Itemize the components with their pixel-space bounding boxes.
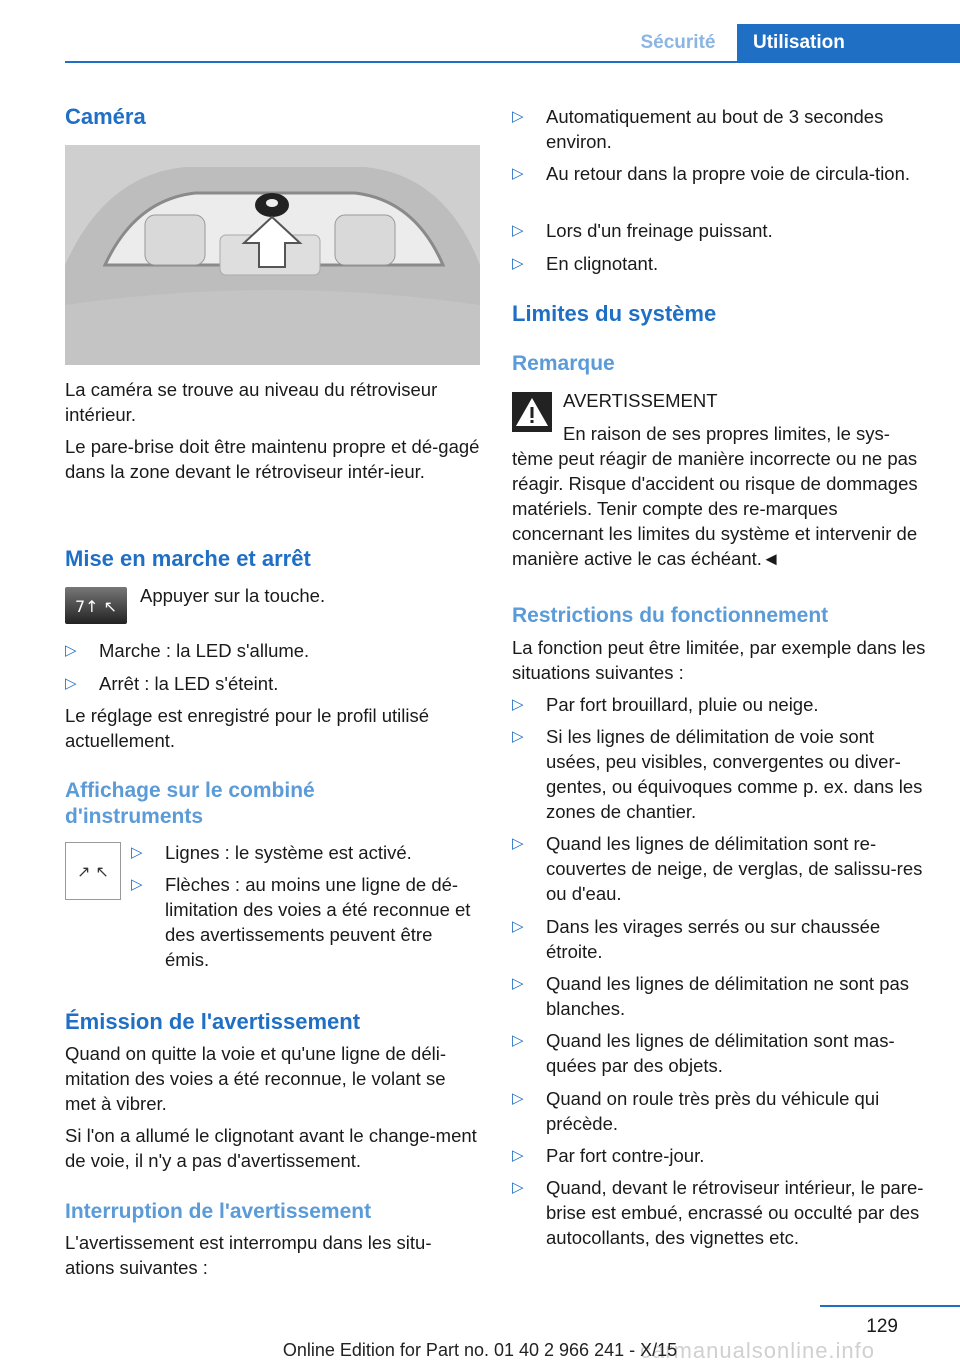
onoff-paragraph: Le réglage est enregistré pour le profil utilisé actuellement.: [65, 705, 430, 751]
warning-title: Émission de l'avertissement: [65, 1009, 361, 1034]
list-item: ▷ Dans les virages serrés ou sur chaussée étroite.: [512, 916, 881, 962]
list-item: ▷ Quand les lignes de délimitation sont re-couvertes de neige, de verglas, de salissu-res ou d'eau.: [512, 833, 923, 904]
camera-title: Caméra: [65, 104, 146, 129]
display-title: Affichage sur le combiné d'instruments: [65, 779, 315, 828]
warning-triangle-icon: [512, 392, 552, 432]
list-item: ▷ Lors d'un freinage puissant.: [512, 220, 773, 241]
tab-usage: Utilisation: [737, 24, 960, 61]
watermark: carmanualsonline.info: [640, 1338, 876, 1363]
warning-paragraph-1: Quand on quitte la voie et qu'une ligne de déli-mitation des voies a été reconnue, le volant se met à vibrer.: [65, 1043, 447, 1114]
list-item: ▷ Arrêt : la LED s'éteint.: [65, 673, 279, 694]
svg-text:7↑ ↖: 7↑ ↖: [74, 597, 118, 616]
list-item: ▷ Automatiquement au bout de 3 secondes environ.: [512, 106, 884, 152]
onoff-press: Appuyer sur la touche.: [140, 585, 326, 606]
header-rule: [65, 61, 960, 63]
remark-title: Remarque: [512, 352, 615, 375]
list-item: ▷ Quand, devant le rétroviseur intérieur, le pare-brise est embué, encrassé ou occulté par des autocollants, des vignettes etc.: [512, 1177, 924, 1248]
page-number: 129: [866, 1316, 898, 1337]
edition-line: Online Edition for Part no. 01 40 2 966 241 - X/15: [282, 1340, 678, 1360]
svg-text:↗ ↖: ↗ ↖: [77, 862, 109, 881]
interrupt-paragraph: L'avertissement est interrompu dans les situ-ations suivantes :: [65, 1232, 432, 1278]
list-item: ▷ En clignotant.: [512, 253, 659, 274]
interrupt-title: Interruption de l'avertissement: [65, 1200, 372, 1223]
restrict-title: Restrictions du fonctionnement: [512, 604, 829, 627]
restrict-paragraph: La fonction peut être limitée, par exemple dans les situations suivantes :: [512, 637, 926, 683]
instrument-cluster-icon: [65, 842, 121, 900]
list-item: ▷ Quand les lignes de délimitation ne sont pas blanches.: [512, 973, 910, 1019]
list-item: ▷ Marche : la LED s'allume.: [65, 640, 310, 661]
list-item: ▷ Par fort brouillard, pluie ou neige.: [512, 694, 819, 715]
tab-security: Sécurité: [620, 24, 736, 61]
warning-paragraph-2: Si l'on a allumé le clignotant avant le change-ment de voie, il n'y a pas d'avertissement.: [65, 1125, 477, 1171]
list-item: ▷ Quand les lignes de délimitation sont mas-quées par des objets.: [512, 1030, 895, 1076]
list-item: ▷ Au retour dans la propre voie de circula-tion.: [512, 163, 911, 184]
list-item: ▷ Par fort contre-jour.: [512, 1145, 705, 1166]
list-item: ▷ Si les lignes de délimitation de voie sont usées, peu visibles, convergentes ou diver-gentes, ou équivoques comme p. ex. dans les zones de chantier.: [512, 726, 923, 822]
warning-label: AVERTISSEMENT: [563, 390, 718, 411]
limits-title: Limites du système: [512, 301, 717, 326]
lane-button-icon: [65, 587, 127, 624]
camera-location-photo: [65, 145, 480, 365]
camera-paragraph-1: La caméra se trouve au niveau du rétroviseur intérieur.: [65, 379, 438, 425]
footer-rule: [820, 1305, 960, 1307]
list-item: ▷ Flèches : au moins une ligne de dé-limitation des voies a été reconnue et des avertissements peuvent être émis.: [131, 874, 471, 970]
camera-paragraph-2: Le pare-brise doit être maintenu propre et dé-gagé dans la zone devant le rétroviseur intér-ieur.: [65, 436, 480, 482]
list-item: ▷ Lignes : le système est activé.: [131, 842, 412, 863]
warning-text-first: En raison de ses propres limites, le sys-: [563, 423, 890, 444]
onoff-title: Mise en marche et arrêt: [65, 546, 311, 571]
list-item: ▷ Quand on roule très près du véhicule qui précède.: [512, 1088, 880, 1134]
rear-window-illustration: [65, 145, 480, 365]
warning-text-rest: tème peut réagir de manière incorrecte ou ne pas réagir. Risque d'accident ou risque de dommages matériels. Tenir compte des re-marques concernant les limites du système et intervenir de manière active le cas échéant.◄: [512, 448, 918, 569]
